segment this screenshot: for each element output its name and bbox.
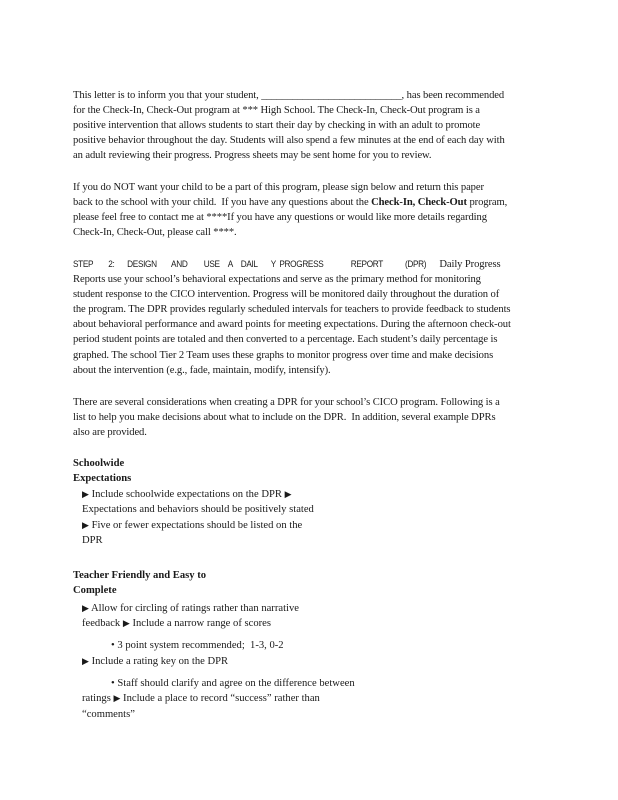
item-text: Five or fewer expectations should be listed on the xyxy=(88,520,303,531)
teacher-item-7: “comments” xyxy=(82,709,135,720)
step-word: AND xyxy=(171,259,188,270)
arrow-right-icon: ▶ xyxy=(113,693,121,703)
step-word: USE xyxy=(203,259,220,270)
arrow-right-icon: ▶ xyxy=(82,603,89,613)
bullet-icon: • xyxy=(111,678,115,689)
schoolwide-item-1 xyxy=(82,487,292,502)
step-word: STEP xyxy=(73,259,94,270)
step-word: DESIGN xyxy=(127,259,157,270)
intro-line-3: positive intervention that allows students to start their day by checking in with an adult to promote xyxy=(73,120,481,131)
item-text: Include a rating key on the DPR xyxy=(88,656,229,667)
schoolwide-heading: Expectations xyxy=(73,473,132,484)
item-text: Include schoolwide expectations on the DPR xyxy=(88,489,285,500)
item-text: feedback xyxy=(82,618,123,629)
consent-line-2 xyxy=(73,195,507,210)
teacher-item-6 xyxy=(82,691,320,706)
teacher-heading: Teacher Friendly and Easy to xyxy=(73,570,207,581)
arrow-right-icon: ▶ xyxy=(82,656,89,666)
schoolwide-item-3 xyxy=(82,518,302,533)
student-name-blank: ___________________________ xyxy=(261,90,402,101)
consent-text: program, xyxy=(466,197,508,208)
intro-line-2: for the Check-In, Check-Out program at *** High School. The Check-In, Check-Out program is a xyxy=(73,105,480,116)
step-line-5: about behavioral performance and award points for meeting expectations. During the afternoon check-out xyxy=(73,319,511,330)
arrow-right-icon: ▶ xyxy=(82,520,89,530)
item-text: Include a narrow range of scores xyxy=(129,618,271,629)
arrow-right-icon: ▶ xyxy=(82,489,89,499)
teacher-item-3 xyxy=(111,638,284,653)
item-text: Staff should clarify and agree on the difference between xyxy=(114,678,355,689)
considerations-line-1: There are several considerations when creating a DPR for your school’s CICO program. Following is a xyxy=(73,397,500,408)
bullet-icon: • xyxy=(111,640,115,651)
step-word: A xyxy=(227,259,233,270)
consent-line-4: Check-In, Check-Out, please call ****. xyxy=(73,227,237,238)
program-name-bold: Check-In, Check-Out xyxy=(371,197,467,208)
schoolwide-item-4: DPR xyxy=(82,535,103,546)
consent-text: back to the school with your child. If you have any questions about the xyxy=(73,197,372,208)
schoolwide-heading: Schoolwide xyxy=(73,458,125,469)
step-word: Y xyxy=(270,259,276,270)
schoolwide-item-2: Expectations and behaviors should be positively stated xyxy=(82,504,314,515)
item-text: ratings xyxy=(82,693,114,704)
teacher-item-5 xyxy=(111,676,355,691)
considerations-line-3: also are provided. xyxy=(73,427,147,438)
intro-text: This letter is to inform you that your student, xyxy=(73,90,262,101)
teacher-item-4 xyxy=(82,654,228,669)
step-word: DAIL xyxy=(240,259,258,270)
step-tail: Daily Progress xyxy=(439,259,501,270)
arrow-right-icon: ▶ xyxy=(284,489,292,499)
item-text: Allow for circling of ratings rather than narrative xyxy=(88,603,299,614)
item-text: 3 point system recommended; 1-3, 0-2 xyxy=(114,640,284,651)
step-line-4: the program. The DPR provides regularly scheduled intervals for teachers to provide feedback to students xyxy=(73,304,511,315)
step-word: PROGRESS xyxy=(279,259,324,270)
step-line-7: graphed. The school Tier 2 Team uses these graphs to monitor progress over time and make decisions xyxy=(73,350,494,361)
intro-line-5: an adult reviewing their progress. Progress sheets may be sent home for you to review. xyxy=(73,150,432,161)
step-word: (DPR) xyxy=(404,259,427,270)
step-line-6: period student points are totaled and then converted to a percentage. Each student’s daily percentage is xyxy=(73,334,498,345)
step-word: REPORT xyxy=(350,259,383,270)
step-line-2: Reports use your school’s behavioral expectations and serve as the primary method for monitoring xyxy=(73,274,481,285)
step-line-8: about the intervention (e.g., fade, maintain, modify, intensify). xyxy=(73,365,331,376)
teacher-heading: Complete xyxy=(73,585,117,596)
teacher-item-2 xyxy=(82,616,271,631)
intro-line-1 xyxy=(73,88,504,103)
consent-line-3: please feel free to contact me at ****If you have any questions or would like more details regarding xyxy=(73,212,487,223)
considerations-line-2: list to help you make decisions about what to include on the DPR. In addition, several example DPRs xyxy=(73,412,496,423)
consent-line-1: If you do NOT want your child to be a part of this program, please sign below and return this paper xyxy=(73,182,484,193)
step-line-3: student response to the CICO intervention. Progress will be monitored daily throughout the duration of xyxy=(73,289,500,300)
item-text: Include a place to record “success” rather than xyxy=(120,693,320,704)
intro-text: , has been recommended xyxy=(401,90,505,101)
arrow-right-icon: ▶ xyxy=(122,618,130,628)
teacher-item-1 xyxy=(82,601,299,616)
step-word: 2: xyxy=(108,259,115,270)
intro-line-4: positive behavior throughout the day. Students will also spend a few minutes at the end of each day with xyxy=(73,135,505,146)
